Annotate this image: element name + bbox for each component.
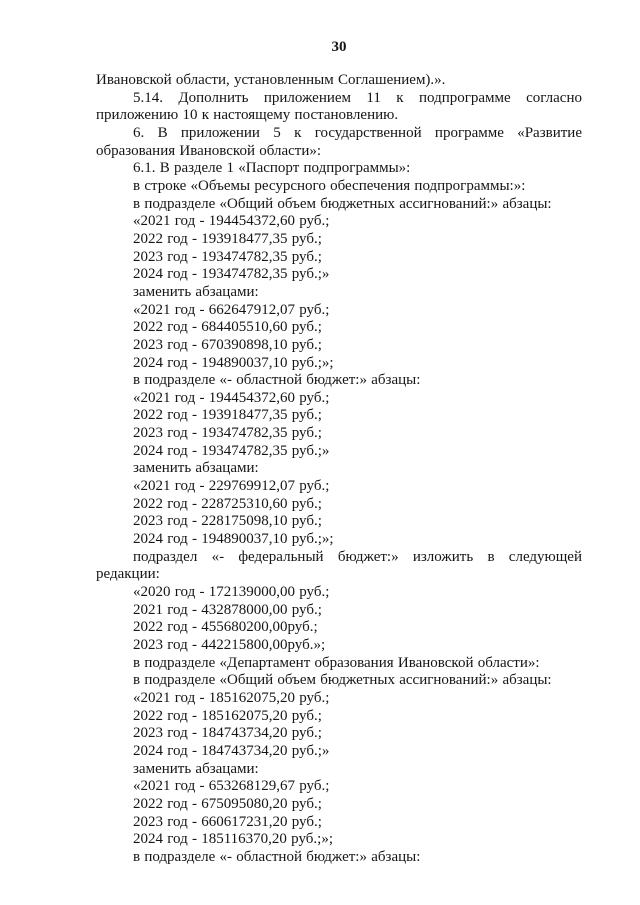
paragraph: 2022 год - 684405510,60 руб.; [133,319,322,336]
paragraph: 2024 год - 194890037,10 руб.;»; [133,354,334,371]
paragraph: 2024 год - 193474782,35 руб.;» [133,442,330,459]
paragraph: в подразделе «Общий объем бюджетных ассигнований:» абзацы: [133,195,552,212]
paragraph: заменить абзацами: [133,283,259,300]
paragraph: «2020 год - 172139000,00 руб.; [133,584,330,601]
paragraph: 2022 год - 455680200,00руб.; [133,619,318,636]
paragraph: Ивановской области, установленным Соглашением).». [96,72,446,88]
paragraph: 2022 год - 193918477,35 руб.; [133,230,322,247]
paragraph: «2021 год - 194454372,60 руб.; [133,213,330,230]
paragraph: в подразделе «Общий объем бюджетных ассигнований:» абзацы: [133,672,552,689]
paragraph: заменить абзацами: [133,460,259,477]
paragraph: 2022 год - 675095080,20 руб.; [133,795,322,812]
paragraph: 2024 год - 185116370,20 руб.;»; [133,831,333,848]
paragraph: 6.1. В разделе 1 «Паспорт подпрограммы»: [133,160,411,177]
paragraph: «2021 год - 653268129,67 руб.; [133,778,330,795]
paragraph: «2021 год - 194454372,60 руб.; [133,389,330,406]
paragraph: «2021 год - 662647912,07 руб.; [133,301,330,318]
paragraph: подраздел «- федеральный бюджет:» изложить в следующей редакции: [96,548,582,583]
paragraph: 2023 год - 193474782,35 руб.; [133,248,322,265]
paragraph: 5.14. Дополнить приложением 11 к подпрограмме согласно приложению 10 к настоящему постановлению. [96,89,582,124]
paragraph: заменить абзацами: [133,760,259,777]
paragraph: 2024 год - 184743734,20 руб.;» [133,742,330,759]
paragraph: 2024 год - 194890037,10 руб.;»; [133,531,334,548]
paragraph: в подразделе «Департамент образования Ивановской области»: [133,654,540,671]
paragraph: 2022 год - 193918477,35 руб.; [133,407,322,424]
paragraph: 2023 год - 442215800,00руб.»; [133,637,326,653]
paragraph: 2023 год - 670390898,10 руб.; [133,336,322,353]
paragraph: 2023 год - 660617231,20 руб.; [133,813,322,830]
paragraph: 2022 год - 185162075,20 руб.; [133,707,322,724]
paragraph: 2021 год - 432878000,00 руб.; [133,601,322,618]
paragraph: в подразделе «- областной бюджет:» абзацы: [133,848,421,865]
paragraph: 2024 год - 193474782,35 руб.;» [133,266,330,283]
page-number: 30 [331,39,347,55]
document-body [96,72,582,867]
paragraph: 2022 год - 228725310,60 руб.; [133,495,322,512]
paragraph: 2023 год - 193474782,35 руб.; [133,425,322,442]
paragraph: в подразделе «- областной бюджет:» абзацы: [133,372,421,389]
paragraph: «2021 год - 229769912,07 руб.; [133,478,330,495]
paragraph: 6. В приложении 5 к государственной программе «Развитие образования Ивановской области»: [96,124,582,159]
paragraph: в строке «Объемы ресурсного обеспечения подпрограммы:»: [133,177,526,194]
paragraph: «2021 год - 185162075,20 руб.; [133,689,330,706]
paragraph: 2023 год - 228175098,10 руб.; [133,513,322,530]
paragraph: 2023 год - 184743734,20 руб.; [133,725,322,742]
